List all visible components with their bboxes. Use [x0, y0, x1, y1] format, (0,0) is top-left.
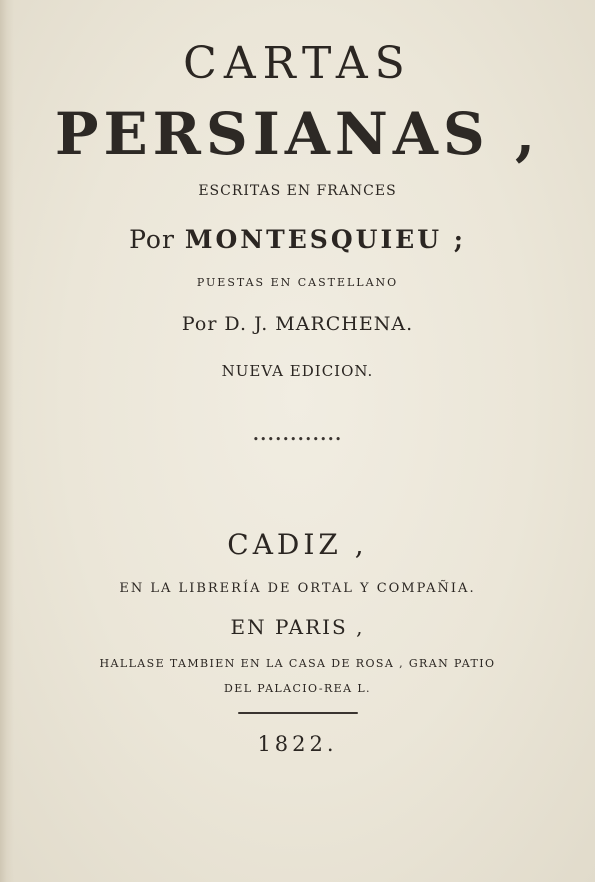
- title-line-2: PERSIANAS ,: [54, 100, 541, 168]
- imprint-publisher: EN LA LIBRERÍA DE ORTAL Y COMPAÑIA.: [119, 581, 476, 596]
- publication-year: 1822.: [257, 732, 338, 756]
- ornament-divider: ••••••••••••: [252, 433, 343, 446]
- author-line: [0, 225, 595, 254]
- translator: Por D. J. MARCHENA.: [181, 313, 414, 335]
- title-line-1: CARTAS: [183, 38, 412, 89]
- subtitle: ESCRITAS EN FRANCES: [198, 183, 397, 199]
- imprint-note-line-1: HALLASE TAMBIEN EN LA CASA DE ROSA , GRAN PATIO: [99, 657, 496, 670]
- edition: NUEVA EDICION.: [221, 362, 374, 380]
- imprint-note-line-2: DEL PALACIO-REA L.: [224, 682, 371, 695]
- translation-note: PUESTAS EN CASTELLANO: [196, 276, 399, 289]
- rule-divider: [238, 712, 358, 714]
- author-name: MONTESQUIEU ;: [184, 225, 466, 254]
- imprint-city-2: EN PARIS ,: [230, 615, 365, 639]
- author-prefix: Por: [129, 225, 175, 254]
- imprint-city: CADIZ ,: [227, 528, 368, 561]
